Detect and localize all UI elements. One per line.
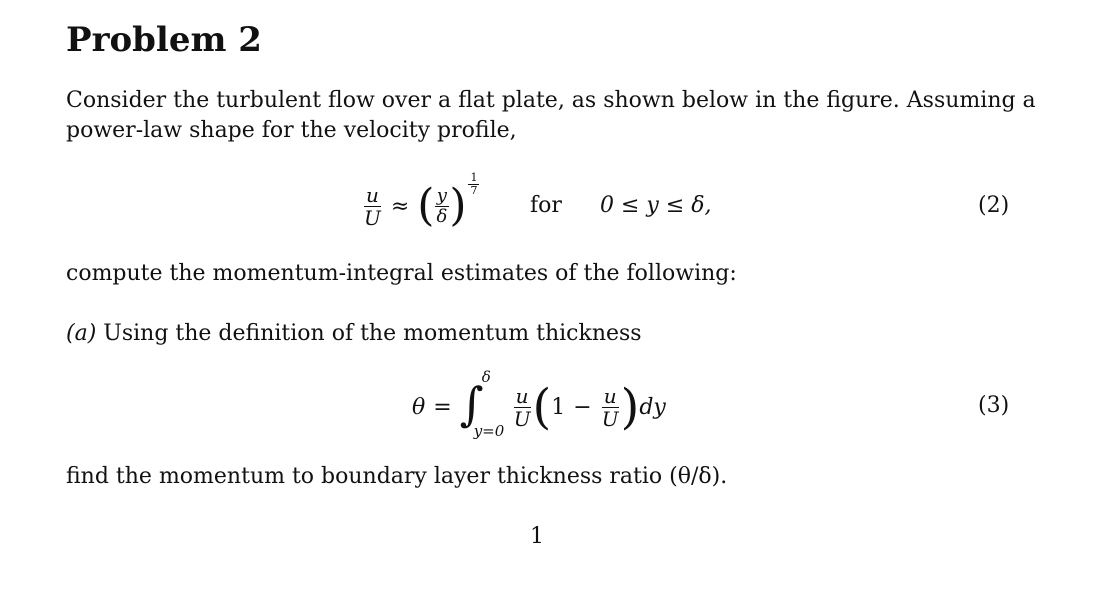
fraction-u-over-U-2: $\frac{u}{U}$ (601, 383, 619, 431)
equation-3: θ = ∫ δ y=0 $\frac{u}{U}$ ( 1 − $\frac{u}{U}$ ) dy (412, 368, 666, 440)
find-line: find the momentum to boundary layer thickness ratio (θ/δ). (66, 464, 728, 489)
equals-sign: = (433, 394, 452, 420)
theta-symbol: θ (412, 394, 426, 420)
equation-2: $\frac{u}{U}$ ≈ ( $\frac{y}{\delta}$ ) $\frac{1}{7}$ (364, 171, 478, 231)
range-condition: 0 ≤ y ≤ δ, (600, 193, 712, 218)
equation-number-3: (3) (978, 393, 1010, 418)
integral-sign: ∫ δ y=0 (459, 368, 505, 440)
approx-symbol: ≈ (390, 193, 410, 219)
exponent-one-seventh: $\frac{1}{7}$ (470, 171, 478, 198)
intro-paragraph (66, 86, 1036, 146)
intro-line-1: Consider the turbulent flow over a flat plate, as shown below in the figure. Assuming a (66, 88, 1036, 113)
integral-lower-limit: y=0 (473, 422, 505, 440)
one: 1 (551, 394, 566, 420)
part-a-text: Using the definition of the momentum thickness (103, 321, 642, 346)
dy-term: dy (639, 394, 666, 420)
part-a-line (66, 319, 642, 349)
part-a-label: (a) (66, 321, 97, 346)
for-word: for (530, 193, 562, 218)
fraction-u-over-U-1: $\frac{u}{U}$ (513, 383, 531, 431)
integral-upper-limit: δ (481, 368, 491, 386)
minus-sign: − (573, 394, 592, 420)
page-number: 1 (530, 524, 544, 549)
fraction-y-over-delta: $\frac{y}{\delta}$ (436, 184, 448, 227)
intro-line-2: power-law shape for the velocity profile, (66, 118, 517, 143)
compute-line: compute the momentum-integral estimates of the following: (66, 261, 737, 286)
equation-number-2: (2) (978, 193, 1010, 218)
problem-title: Problem 2 (66, 20, 262, 60)
fraction-u-over-U: $\frac{u}{U}$ (364, 182, 381, 230)
